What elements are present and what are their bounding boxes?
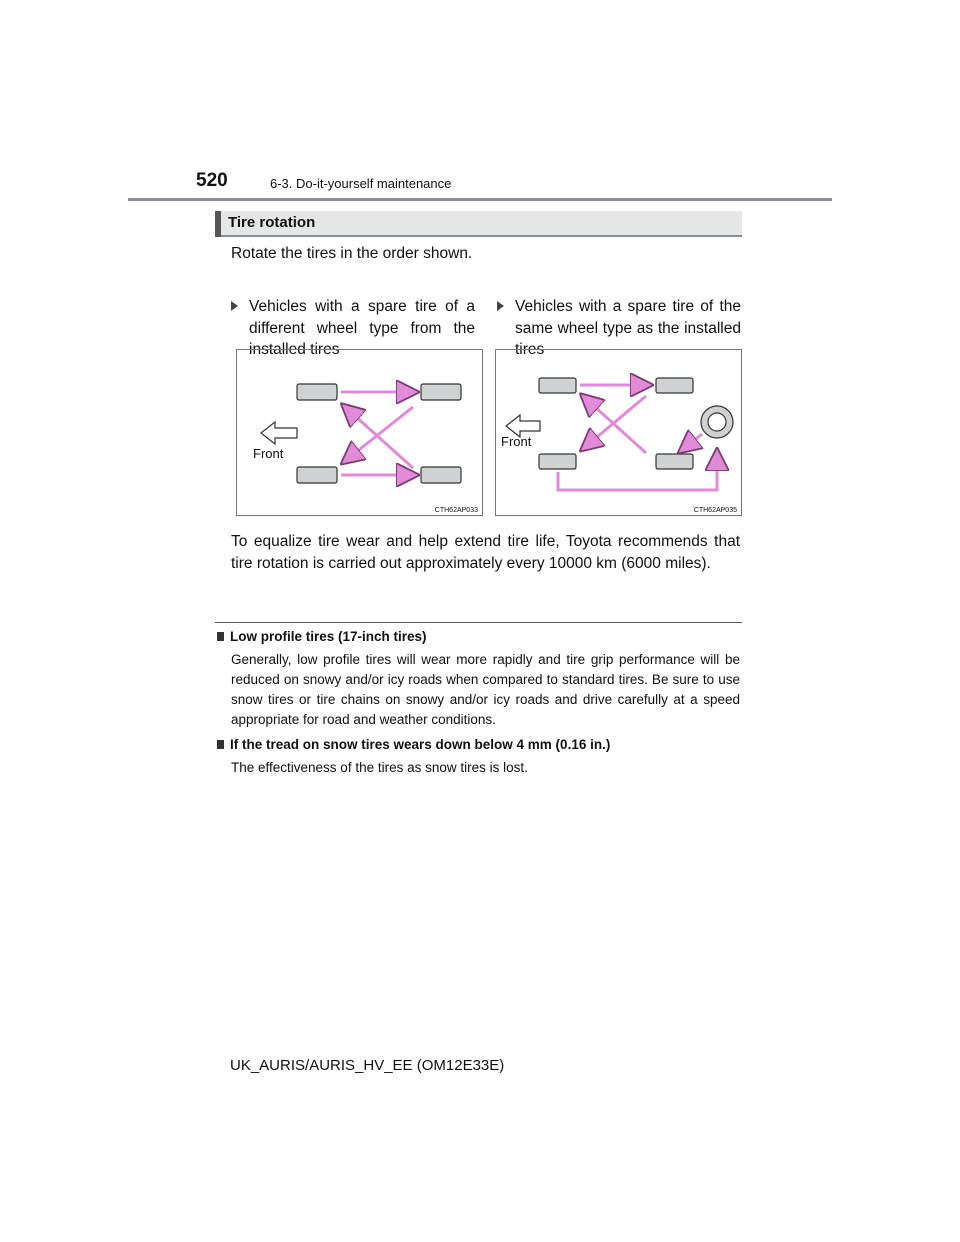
square-bullet-icon [217,632,224,641]
section-title: Tire rotation [228,214,316,231]
spare-tire-inner [708,413,726,431]
note-body-snow-tires: The effectiveness of the tires as snow tires is lost. [231,760,528,775]
intro-text: Rotate the tires in the order shown. [231,245,473,262]
section-heading: 6-3. Do-it-yourself maintenance [270,176,452,191]
triangle-bullet-icon [231,301,238,311]
figure-code: CTH62AP033 [434,507,478,514]
note-heading-snow-tires [217,737,610,752]
tire-rear-left [539,454,576,469]
tire-rear-right [656,454,693,469]
case-text: Vehicles with a spare tire of a different wheel type from the installed tires [249,298,475,358]
front-label: Front [501,434,532,449]
page-number: 520 [196,170,228,191]
triangle-bullet-icon [497,301,504,311]
footer-model-code: UK_AURIS/AURIS_HV_EE (OM12E33E) [230,1057,505,1074]
title-marker [215,211,221,237]
section-divider [215,622,742,623]
figure-code: CTH62AP035 [693,507,737,514]
rotation-paragraph: To equalize tire wear and help extend tire life, Toyota recommends that tire rotation is carried out approximately every 10000 km (6000 miles). [231,533,740,572]
front-label: Front [253,446,284,461]
tire-front-left [297,384,337,400]
square-bullet-icon [217,740,224,749]
front-arrow-icon [261,422,297,444]
tire-rear-right [421,467,461,483]
tire-rear-left [297,467,337,483]
note-body-low-profile: Generally, low profile tires will wear more rapidly and tire grip performance will be reduced on snowy and/or icy roads when compared to standard tires. Be sure to use snow tires or tire chains on snowy and/or icy roads and drive carefully at a speed appropriate for road and weather conditions. [231,652,740,727]
tire-front-right [656,378,693,393]
section-title-bar [215,211,742,237]
tire-front-left [539,378,576,393]
rotation-diagram-different-spare [236,349,483,516]
rotation-diagram-same-spare [495,349,742,516]
header-rule [128,198,832,201]
note-heading-text: Low profile tires (17-inch tires) [230,629,427,644]
rotation-arrow [682,434,702,450]
note-heading-low-profile [217,629,427,644]
tire-front-right [421,384,461,400]
note-heading-text: If the tread on snow tires wears down below 4 mm (0.16 in.) [230,737,611,752]
case-text: Vehicles with a spare tire of the same wheel type as the installed tires [515,298,741,358]
